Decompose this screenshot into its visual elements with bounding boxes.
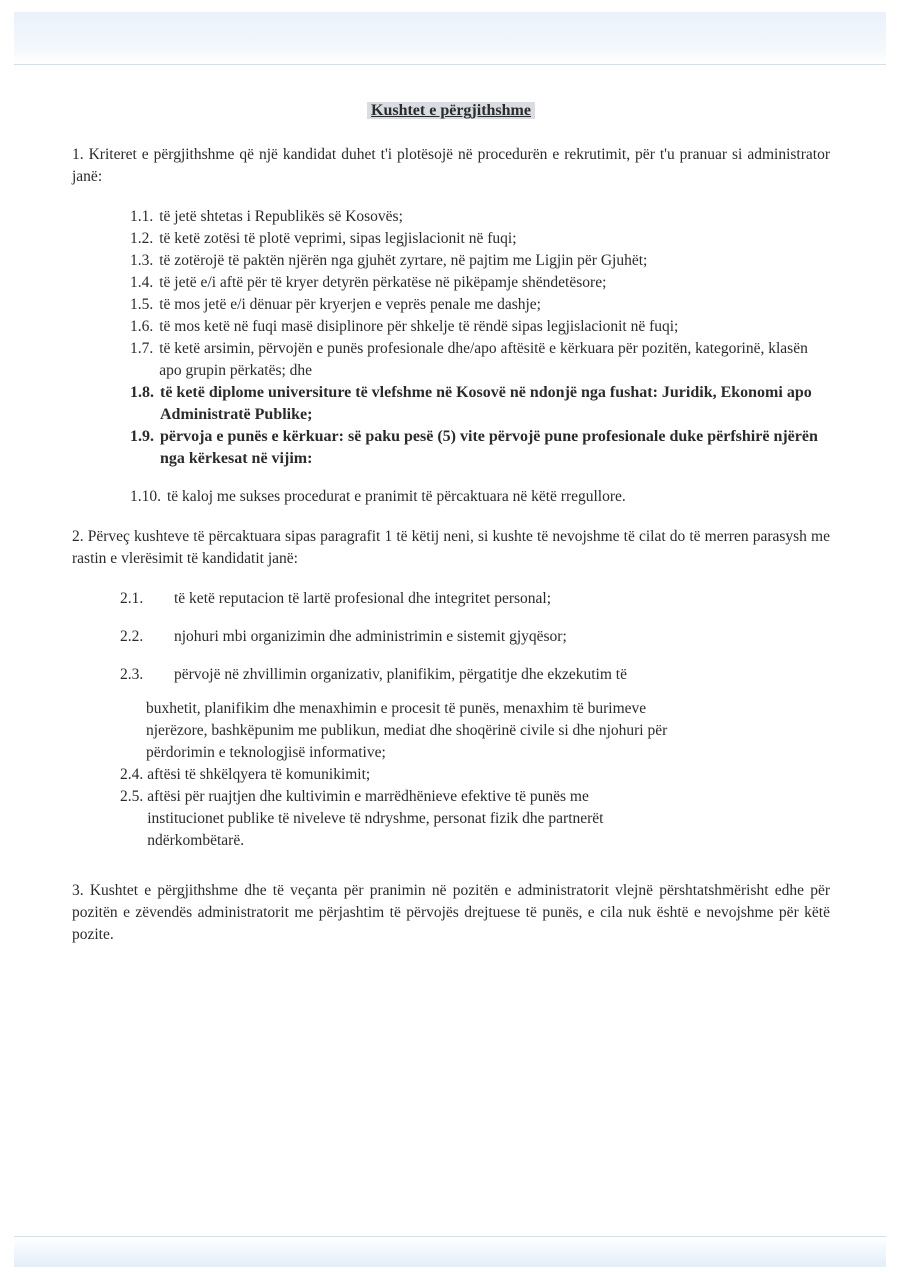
list-item: 1.2. të ketë zotësi të plotë veprimi, sipas legjislacionit në fuqi;	[130, 230, 517, 247]
list-item: 1.10. të kaloj me sukses procedurat e pranimit të përcaktuara në këtë rregullore.	[130, 488, 626, 505]
list-item: 1.7. të ketë arsimin, përvojën e punës profesionale dhe/apo aftësitë e kërkuara për pozitën, kategorinë, klasën apo grupin përkatës; dhe	[130, 340, 808, 379]
criteria-list	[130, 206, 830, 508]
list-item: 1.5. të mos jetë e/i dënuar për kryerjen e veprës penale me dashje;	[130, 296, 541, 313]
scan-top-band	[14, 12, 886, 65]
list-item: 2.3. përvojë në zhvillimin organizativ, planifikim, përgatitje dhe ekzekutim të	[120, 666, 627, 683]
list-item: 1.4. të jetë e/i aftë për të kryer detyrën përkatëse në pikëpamje shëndetësore;	[130, 274, 607, 291]
list-item-bold: 1.8. të ketë diplome universiture të vlefshme në Kosovë në ndonjë nga fushat: Juridik, Ekonomi apo Administratë Publike;	[130, 384, 812, 423]
list-item-continuation: buxhetit, planifikim dhe menaxhimin e procesit të punës, menaxhim të burimeve njerëzore, bashkëpunim me publikun, mediat dhe shoqërinë civile si dhe njohuri për përdorimin e teknologjisë informative;	[146, 700, 668, 761]
list-item: 1.3. të zotërojë të paktën njërën nga gjuhët zyrtare, në pajtim me Ligjin për Gjuhët;	[130, 252, 648, 269]
list-item: 2.1. të ketë reputacion të lartë profesional dhe integritet personal;	[120, 590, 552, 607]
list-item: 2.4. aftësi të shkëlqyera të komunikimit;	[120, 766, 371, 783]
document-body	[72, 100, 830, 964]
list-item: 2.2. njohuri mbi organizimin dhe administrimin e sistemit gjyqësor;	[120, 628, 567, 645]
list-item: 2.5. aftësi për ruajtjen dhe kultivimin e marrëdhënieve efektive të punës me institucionet publike të niveleve të ndryshme, personat fizik dhe partnerët ndërkombëtarë.	[120, 788, 604, 849]
list-item: 1.1. të jetë shtetas i Republikës së Kosovës;	[130, 208, 403, 225]
paragraph-2: 2. Përveç kushteve të përcaktuara sipas paragrafit 1 të këtij neni, si kushte të nevojshme të cilat do të merren parasysh me rastin e vlerësimit të kandidatit janë:	[72, 528, 830, 567]
document-title: Kushtet e përgjithshme	[72, 100, 830, 122]
paragraph-1: 1. Kriteret e përgjithshme që një kandidat duhet t'i plotësojë në procedurën e rekrutimit, për t'u pranuar si administrator janë:	[72, 146, 830, 185]
list-item: 1.6. të mos ketë në fuqi masë disiplinore për shkelje të rëndë sipas legjislacionit në fuqi;	[130, 318, 679, 335]
list-item-bold: 1.9. përvoja e punës e kërkuar: së paku pesë (5) vite përvojë pune profesionale duke përfshirë njërën nga kërkesat në vijim:	[130, 428, 818, 467]
scan-bottom-band	[14, 1236, 886, 1267]
conditions-list	[120, 588, 830, 852]
paragraph-3: 3. Kushtet e përgjithshme dhe të veçanta për pranimin në pozitën e administratorit vlejnë përshtatshmërisht edhe për pozitën e zëvendës administratorit me përjashtim të përvojës drejtuese të punës, e cila nuk është e nevojshme për këtë pozite.	[72, 882, 830, 943]
